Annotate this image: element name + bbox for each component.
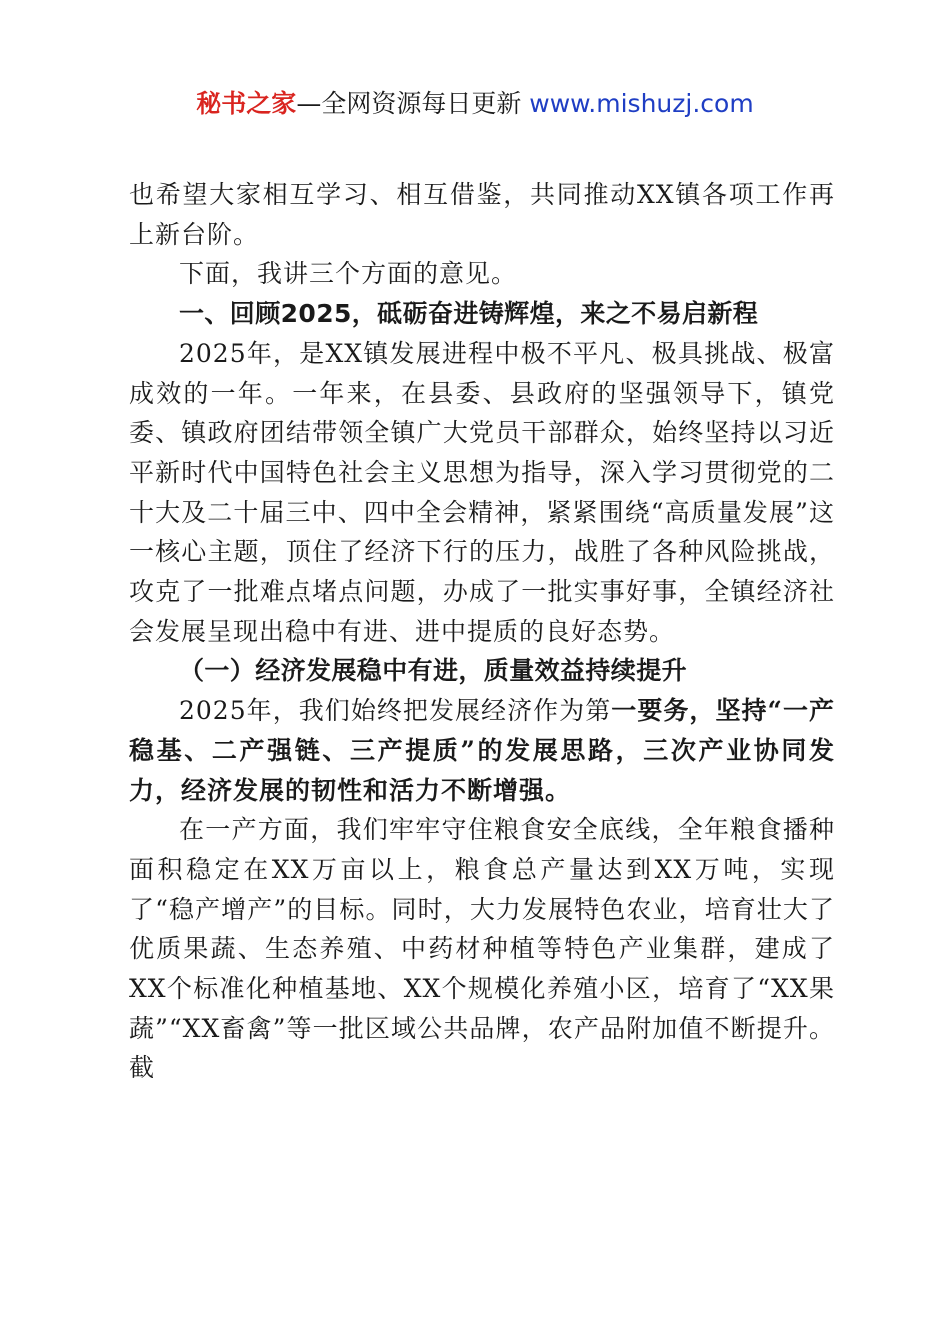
subsection-heading-1: （一）经济发展稳中有进，质量效益持续提升	[179, 656, 688, 686]
paragraph-continuation: 也希望大家相互学习、相互借鉴，共同推动XX镇各项工作再上新台阶。	[129, 180, 835, 249]
site-url-link[interactable]: www.mishuzj.com	[529, 89, 754, 118]
paragraph-economy-bold: 一要务，坚持“一产稳基、二产强链、三产提质”的发展思路，三次产业协同发力，经济发展的韧性和活力不断增强。	[129, 696, 836, 805]
document-body	[129, 175, 835, 1088]
paragraph-review: 2025年，是XX镇发展进程中极不平凡、极具挑战、极富成效的一年。一年来，在县委、县政府的坚强领导下，镇党委、镇政府团结带领全镇广大党员干部群众，始终坚持以习近平新时代中国特色社会主义思想为指导，深入学习贯彻党的二十大及二十届三中、四中全会精神，紧紧围绕“高质量发展”这一核心主题，顶住了经济下行的压力，战胜了各种风险挑战，攻克了一批难点堵点问题，办成了一批实事好事，全镇经济社会发展呈现出稳中有进、进中提质的良好态势。	[129, 338, 835, 646]
brand-name: 秘书之家	[196, 89, 297, 118]
paragraph-intro: 下面，我讲三个方面的意见。	[179, 259, 518, 289]
paragraph-economy	[129, 691, 835, 810]
header-tagline: —全网资源每日更新	[296, 89, 530, 118]
section-heading-1: 一、回顾2025，砥砺奋进铸辉煌，来之不易启新程	[179, 299, 759, 329]
page-header	[0, 86, 950, 122]
paragraph-economy-lead: 2025年，我们始终把发展经济作为第	[179, 696, 612, 726]
paragraph-agriculture: 在一产方面，我们牢牢守住粮食安全底线，全年粮食播种面积稳定在XX万亩以上，粮食总产量达到XX万吨，实现了“稳产增产”的目标。同时，大力发展特色农业，培育壮大了优质果蔬、生态养殖、中药材种植等特色产业集群，建成了XX个标准化种植基地、XX个规模化养殖小区，培育了“XX果蔬”“XX畜禽”等一批区域公共品牌，农产品附加值不断提升。截	[129, 815, 835, 1083]
